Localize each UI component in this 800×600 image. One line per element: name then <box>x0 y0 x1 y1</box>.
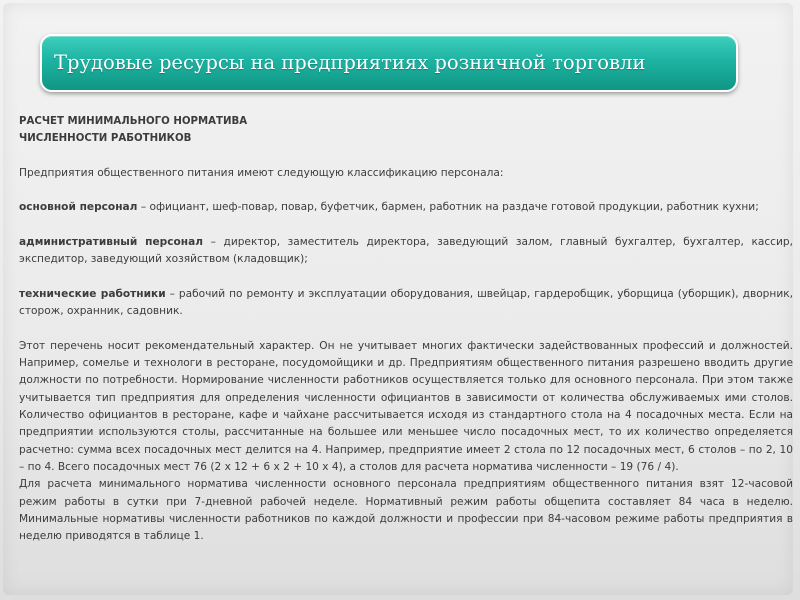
section-heading-line-2: ЧИСЛЕННОСТИ РАБОТНИКОВ <box>19 133 192 145</box>
category-item-admin-staff <box>19 234 793 269</box>
intro-text: Предприятия общественного питания имеют следующую классификацию персонала: <box>19 166 504 179</box>
spacer <box>19 269 793 286</box>
category-term: основной персонал <box>19 201 138 214</box>
category-term: технические работники <box>19 287 166 300</box>
body-paragraph-1: Этот перечень носит рекомендательный характер. Он не учитывает многих фактически задействованных профессий и должностей. Например, сомелье и технологи в ресторане, посудомойщики и др. Предприятиям общественного питания разрешено вводить другие должности по потребности. Нормирование численности работников осуществляется только для основного персонала. При этом также учитывается тип предприятия для определения численности официантов в зависимости от количества обслуживаемых ими столов. Количество официантов в ресторане, кафе и чайхане рассчитывается исходя из стандартного стола на 4 посадочных места. Если на предприятии используются столы, рассчитанные на большее или меньшее число посадочных мест, то их количество определяется расчетно: сумма всех посадочных мест делится на 4. Например, предприятие имеет 2 стола по 12 посадочных мест, 6 столов – по 2, 10 – по 4. Всего посадочных мест 76 (2 х 12 + 6 х 2 + 10 х 4), а столов для расчета норматива численности – 19 (76 / 4). <box>19 339 793 473</box>
title-banner <box>40 34 738 92</box>
spacer <box>19 217 793 234</box>
slide-title: Трудовые ресурсы на предприятиях розничной торговли <box>54 51 646 74</box>
category-term: административный персонал <box>19 236 204 249</box>
category-description: – директор, заместитель директора, заведующий залом, главный бухгалтер, бухгалтер, кассир, экспедитор, заведующий хозяйством (кладовщик); <box>19 236 793 266</box>
spacer <box>19 182 793 199</box>
category-item-main-staff <box>19 199 793 216</box>
category-description: – официант, шеф-повар, повар, буфетчик, бармен, работник на раздаче готовой продукции, работник кухни; <box>137 201 759 214</box>
category-description: – рабочий по ремонту и эксплуатации оборудования, швейцар, гардеробщик, уборщица (уборщик), дворник, сторож, охранник, садовник. <box>19 287 793 318</box>
category-item-technical-staff <box>19 286 793 321</box>
spacer <box>19 148 793 165</box>
spacer <box>19 321 793 338</box>
body-paragraph-2: Для расчета минимального норматива численности основного персонала предприятиям общественного питания взят 12-часовой режим работы в сутки при 7-дневной рабочей неделе. Нормативный режим работы общепита составляет 84 часа в неделю. Минимальные нормативы численности работников по каждой должности и профессии при 84-часовом режиме работы предприятия в неделю приводятся в таблице 1. <box>19 478 793 543</box>
section-heading-line-1: РАСЧЕТ МИНИМАЛЬНОГО НОРМАТИВА <box>19 116 248 127</box>
slide-body <box>19 113 793 545</box>
